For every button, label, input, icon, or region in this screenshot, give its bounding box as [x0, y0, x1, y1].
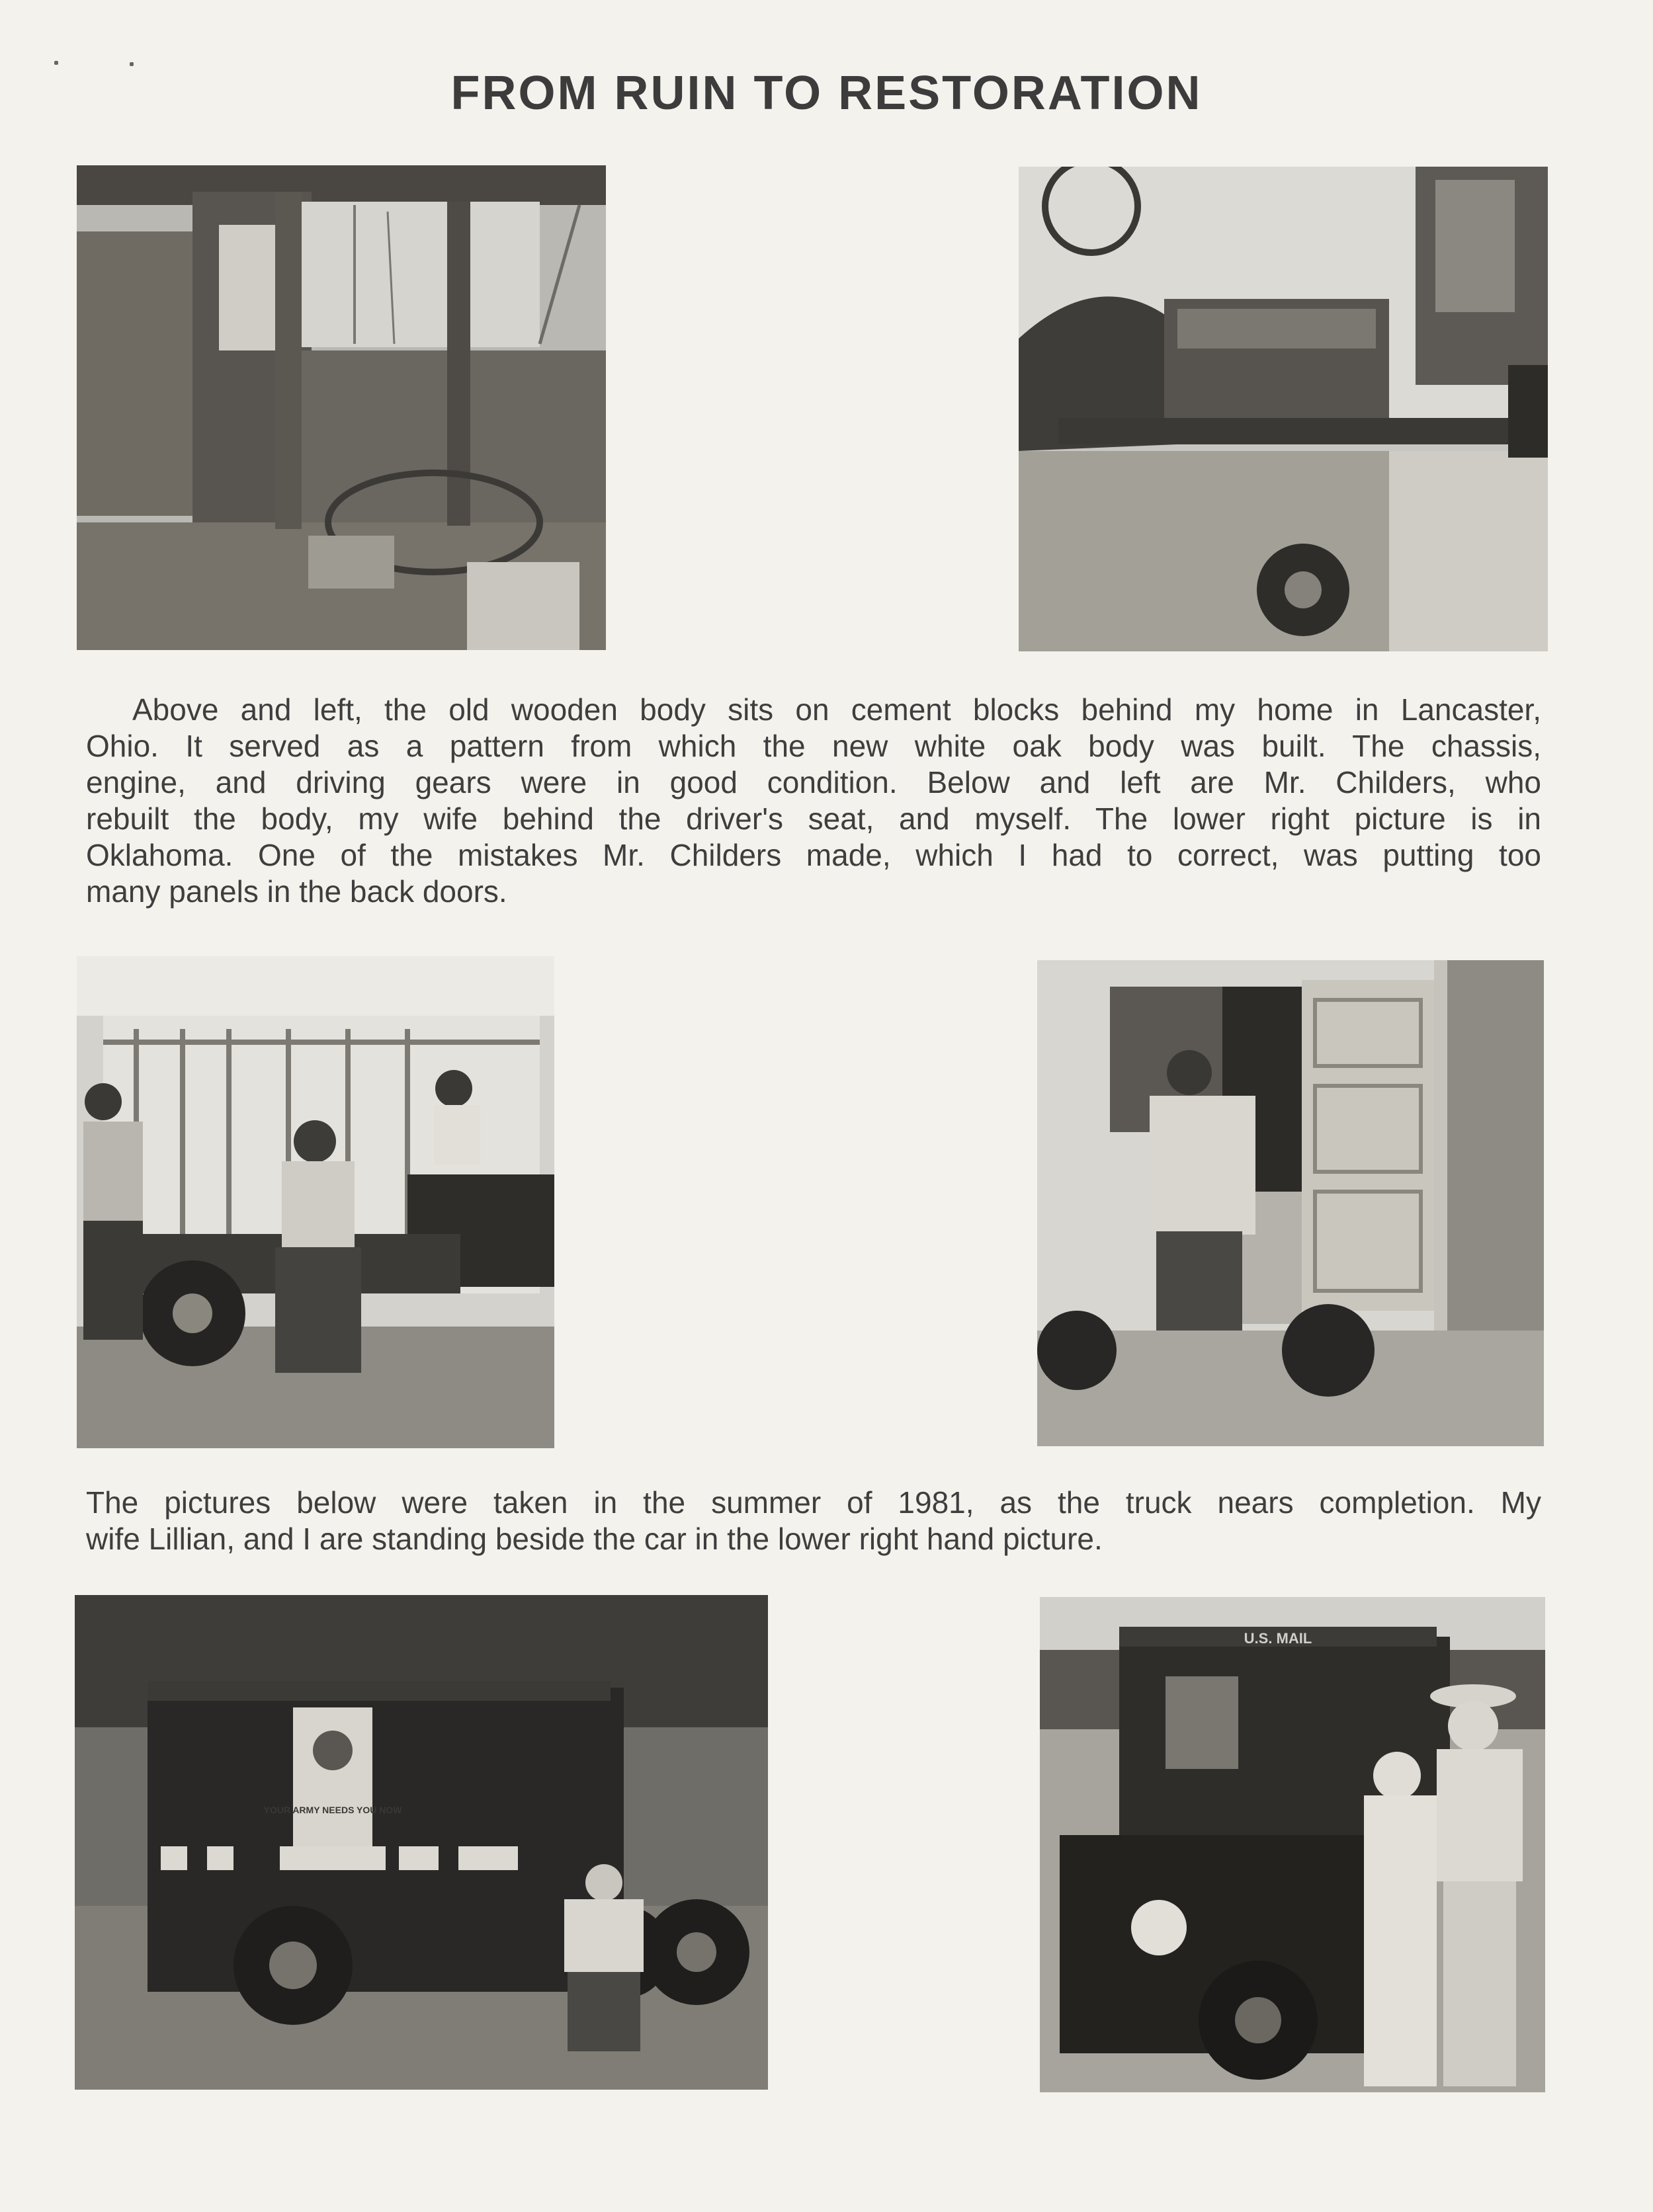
photo-chassis [1019, 167, 1548, 651]
photo-oklahoma-back-doors [1037, 960, 1544, 1446]
caption-line: rebuilt the body, my wife behind the driver's seat, and myself. The lower right picture is in [86, 801, 1541, 836]
caption-line: Above and left, the old wooden body sits on cement blocks behind my home in Lancaster, [132, 692, 1541, 727]
photo-couple-by-truck [1040, 1597, 1545, 2092]
caption-line: engine, and driving gears were in good condition. Below and left are Mr. Childers, who [86, 765, 1541, 799]
caption-summer-1981 [86, 1485, 1541, 1557]
caption-line: The pictures below were taken in the summer of 1981, as the truck nears completion. My [86, 1485, 1541, 1520]
photo-truck-poster [75, 1595, 768, 2090]
caption-line: Ohio. It served as a pattern from which the new white oak body was built. The chassis, [86, 729, 1541, 763]
caption-line: many panels in the back doors. [86, 874, 507, 909]
scan-speck [54, 61, 58, 65]
photo-old-body [77, 165, 606, 650]
caption-line: Oklahoma. One of the mistakes Mr. Childers made, which I had to correct, was putting too [86, 838, 1541, 872]
photo-childers-group [77, 956, 554, 1448]
caption-line: wife Lillian, and I are standing beside the car in the lower right hand picture. [86, 1522, 1103, 1556]
page-title: FROM RUIN TO RESTORATION [450, 67, 1203, 120]
poster-text: YOUR ARMY NEEDS YOU NOW [263, 1805, 402, 1815]
truck-sign: U.S. MAIL [1244, 1630, 1312, 1647]
caption-restoration [86, 692, 1541, 910]
